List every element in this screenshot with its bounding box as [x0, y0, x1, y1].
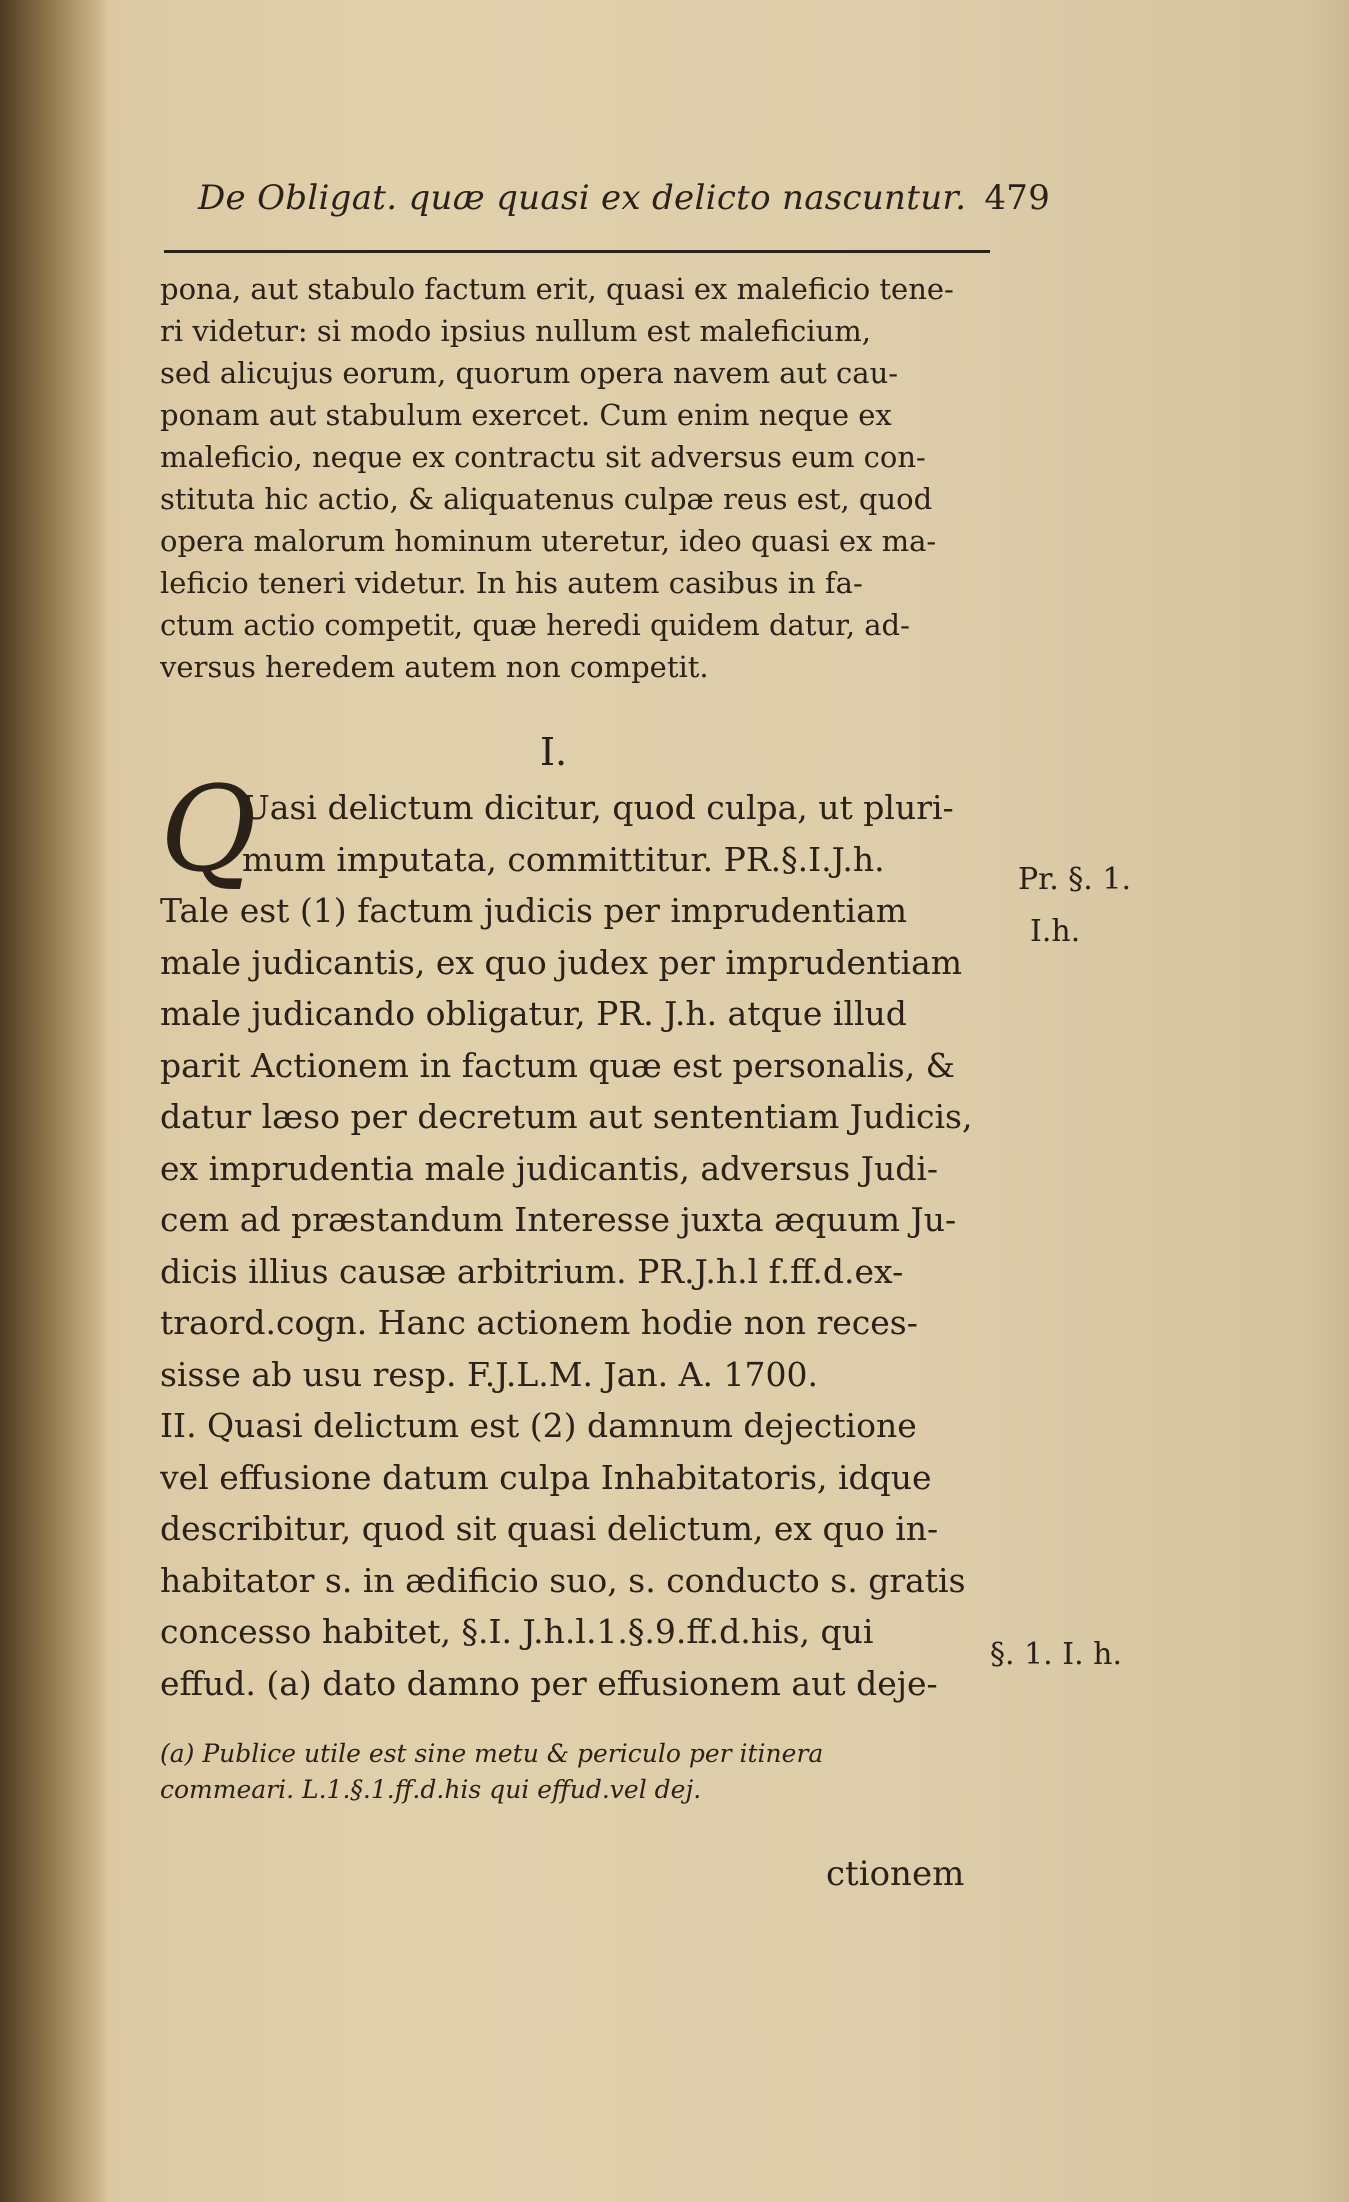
text-line: male judicantis, ex quo judex per imprudentiam — [160, 942, 963, 982]
margin-note: Pr. §. 1. — [1018, 862, 1131, 897]
text-line: pona, aut stabulo factum erit, quasi ex maleficio tene- — [160, 272, 954, 306]
text-line: sed alicujus eorum, quorum opera navem aut cau- — [160, 356, 899, 390]
text-line: versus heredem autem non competit. — [160, 650, 709, 684]
footnote-line: (a) Publice utile est sine metu & periculo per itinera — [160, 1739, 824, 1768]
section-text — [160, 760, 990, 1709]
text-line: opera malorum hominum uteretur, ideo quasi ex ma- — [160, 524, 937, 558]
page-number: 479 — [984, 178, 1051, 218]
running-head-title: De Obligat. quæ quasi ex delicto nascuntur. — [198, 178, 967, 218]
text-line: Uasi delictum dicitur, quod culpa, ut pluri- — [242, 788, 954, 827]
text-line: describitur, quod sit quasi delictum, ex quo in- — [160, 1509, 939, 1548]
text-line: ri videtur: si modo ipsius nullum est maleficium, — [160, 314, 871, 348]
binding-gutter — [0, 0, 108, 2202]
text-line: sisse ab usu resp. F.J.L.M. Jan. A. 1700. — [160, 1354, 818, 1394]
text-line: stituta hic actio, & aliquatenus culpæ reus est, quod — [160, 482, 933, 516]
text-line: cem ad præstandum Interesse juxta æquum Ju- — [160, 1200, 957, 1239]
text-line: effud. (a) dato damno per effusionem aut deje- — [160, 1663, 938, 1703]
section-number: I. — [540, 730, 568, 774]
text-line: dicis illius causæ arbitrium. PR.J.h.l f.ff.d.ex- — [160, 1251, 904, 1291]
text-line: traord.cogn. Hanc actionem hodie non reces- — [160, 1303, 918, 1342]
text-line: leficio teneri videtur. In his autem casibus in fa- — [160, 566, 863, 600]
footnote — [160, 1736, 990, 1808]
text-line: Tale est (1) factum judicis per imprudentiam — [160, 891, 908, 930]
text-line: mum imputata, committitur. PR.§.I.J.h. — [242, 839, 885, 879]
drop-capital: Q — [160, 760, 257, 898]
text-line: datur læso per decretum aut sententiam Judicis, — [160, 1097, 973, 1136]
text-line: parit Actionem in factum quæ est personalis, & — [160, 1045, 956, 1085]
header-rule — [164, 250, 990, 253]
text-line: II. Quasi delictum est (2) damnum dejectione — [160, 1406, 917, 1445]
text-line: concesso habitet, §.I. J.h.l.1.§.9.ff.d.his, qui — [160, 1612, 874, 1651]
text-line: ctum actio competit, quæ heredi quidem datur, ad- — [160, 608, 910, 642]
catchword: ctionem — [826, 1854, 965, 1894]
text-line: vel effusione datum culpa Inhabitatoris, idque — [160, 1457, 932, 1497]
text-line: male judicando obligatur, PR. J.h. atque illud — [160, 994, 907, 1033]
text-line: habitator s. in ædificio suo, s. conducto s. gratis — [160, 1560, 966, 1600]
running-head — [198, 178, 1051, 242]
margin-note: I.h. — [1030, 914, 1081, 949]
paragraph-continued — [160, 268, 990, 688]
text-line: ex imprudentia male judicantis, adversus Judi- — [160, 1148, 939, 1188]
text-line: maleficio, neque ex contractu sit adversus eum con- — [160, 440, 926, 474]
margin-note: §. 1. I. h. — [990, 1637, 1123, 1672]
footnote-line: commeari. L.1.§.1.ff.d.his qui effud.vel dej. — [160, 1775, 702, 1804]
text-line: ponam aut stabulum exercet. Cum enim neque ex — [160, 398, 892, 432]
